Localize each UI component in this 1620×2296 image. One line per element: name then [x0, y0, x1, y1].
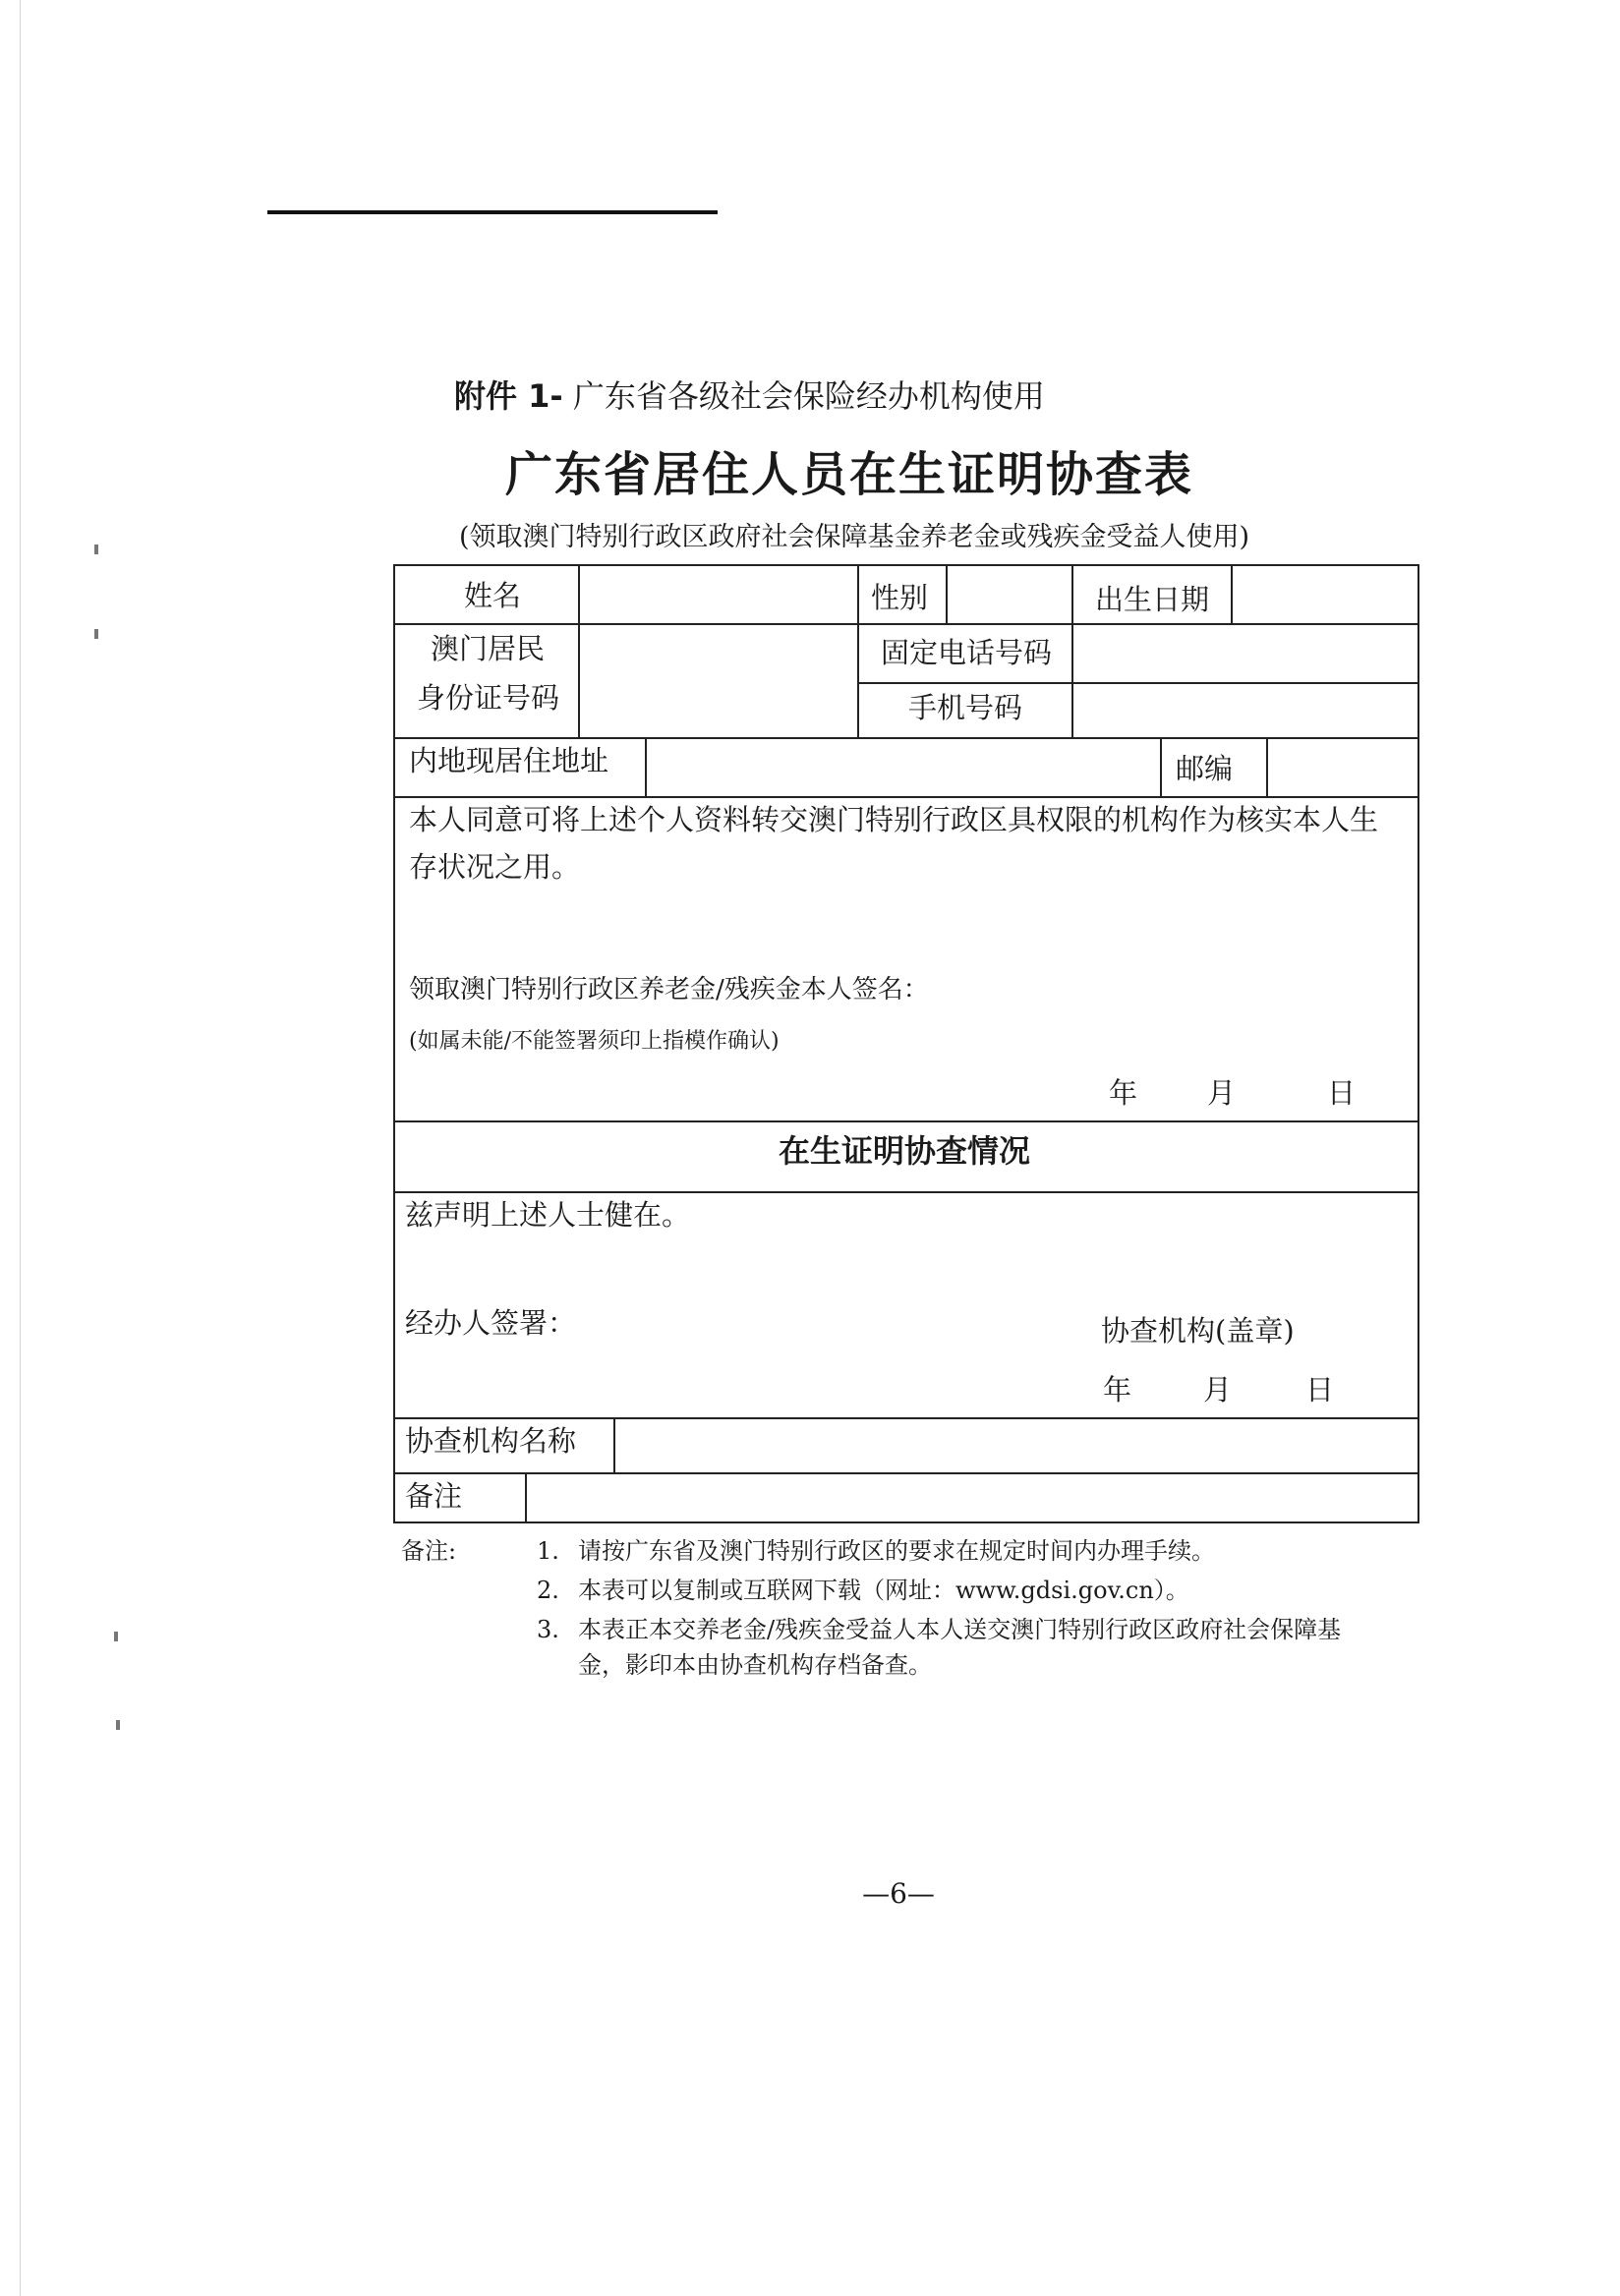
scan-margin-line — [20, 0, 21, 2296]
note-number: 3. — [537, 1616, 559, 1643]
col-divider — [1160, 737, 1162, 796]
form-subtitle: (领取澳门特别行政区政府社会保障基金养老金或残疾金受益人使用) — [458, 522, 1250, 552]
note-number: 2. — [537, 1577, 559, 1604]
remarks-label: 备注 — [405, 1479, 463, 1513]
macau-id-label-line2: 身份证号码 — [417, 681, 560, 715]
note-text: 本表正本交养老金/残疾金受益人本人送交澳门特别行政区政府社会保障基 — [578, 1616, 1342, 1643]
scan-mark — [116, 1720, 120, 1730]
col-divider — [1071, 566, 1073, 623]
postcode-label: 邮编 — [1176, 752, 1234, 785]
col-divider — [857, 623, 859, 737]
note-text: 本表可以复制或互联网下载（网址：www.gdsi.gov.cn）。 — [578, 1577, 1189, 1604]
col-divider — [946, 566, 948, 623]
agency-seal-label: 协查机构(盖章) — [1101, 1314, 1295, 1348]
page-number: —6— — [862, 1877, 935, 1910]
row-divider — [395, 623, 1418, 625]
address-label: 内地现居住地址 — [409, 744, 609, 777]
col-divider — [1071, 623, 1073, 737]
consent-date-month: 月 — [1207, 1076, 1237, 1110]
handler-sign-label: 经办人签署： — [405, 1306, 577, 1340]
col-divider — [645, 737, 647, 796]
attachment-text: 广东省各级社会保险经办机构使用 — [572, 377, 1045, 415]
fingerprint-note: (如属未能/不能签署须印上指模作确认) — [409, 1029, 780, 1054]
form-title: 广东省居住人员在生证明协查表 — [504, 447, 1193, 502]
verification-statement: 兹声明上述人士健在。 — [405, 1198, 691, 1232]
col-divider — [613, 1417, 615, 1472]
consent-line2: 存状况之用。 — [409, 850, 581, 884]
birth-date-label: 出生日期 — [1095, 583, 1210, 616]
row-divider — [395, 1120, 1418, 1122]
header-rule — [267, 210, 718, 214]
agency-name-label: 协查机构名称 — [405, 1424, 577, 1458]
col-divider — [1231, 566, 1233, 623]
col-divider — [578, 566, 580, 623]
attachment-label: 附件 1- — [454, 377, 563, 415]
row-divider — [395, 1472, 1418, 1474]
mobile-label: 手机号码 — [908, 691, 1023, 724]
verification-date-year: 年 — [1103, 1373, 1132, 1406]
note-item-1 — [537, 1531, 1215, 1566]
row-divider — [857, 682, 1418, 684]
col-divider — [525, 1472, 527, 1523]
signature-label: 领取澳门特别行政区养老金/残疾金本人签名： — [409, 975, 929, 1004]
note-number: 1. — [537, 1537, 559, 1565]
col-divider — [578, 623, 580, 737]
col-divider — [1266, 737, 1268, 796]
note-item-2 — [537, 1571, 1189, 1605]
phone-label: 固定电话号码 — [881, 636, 1053, 669]
consent-date-year: 年 — [1109, 1076, 1138, 1110]
verification-form — [393, 564, 1419, 1523]
note-text: 请按广东省及澳门特别行政区的要求在规定时间内办理手续。 — [578, 1537, 1215, 1565]
notes-label: 备注: — [401, 1537, 457, 1565]
attachment-heading — [454, 372, 1045, 417]
scan-mark — [114, 1632, 118, 1641]
scan-mark — [94, 629, 98, 639]
verification-date-day: 日 — [1305, 1373, 1335, 1406]
note-item-3 — [537, 1610, 1341, 1644]
name-label: 姓名 — [464, 579, 522, 612]
consent-date-day: 日 — [1327, 1076, 1357, 1110]
col-divider — [857, 566, 859, 623]
gender-label: 性别 — [871, 581, 929, 614]
consent-line1: 本人同意可将上述个人资料转交澳门特别行政区具权限的机构作为核实本人生 — [409, 803, 1379, 836]
macau-id-label-line1: 澳门居民 — [431, 632, 546, 665]
section-title: 在生证明协查情况 — [779, 1132, 1031, 1170]
note-item-3-continued: 金，影印本由协查机构存档备查。 — [578, 1651, 932, 1679]
verification-date-month: 月 — [1203, 1373, 1233, 1406]
